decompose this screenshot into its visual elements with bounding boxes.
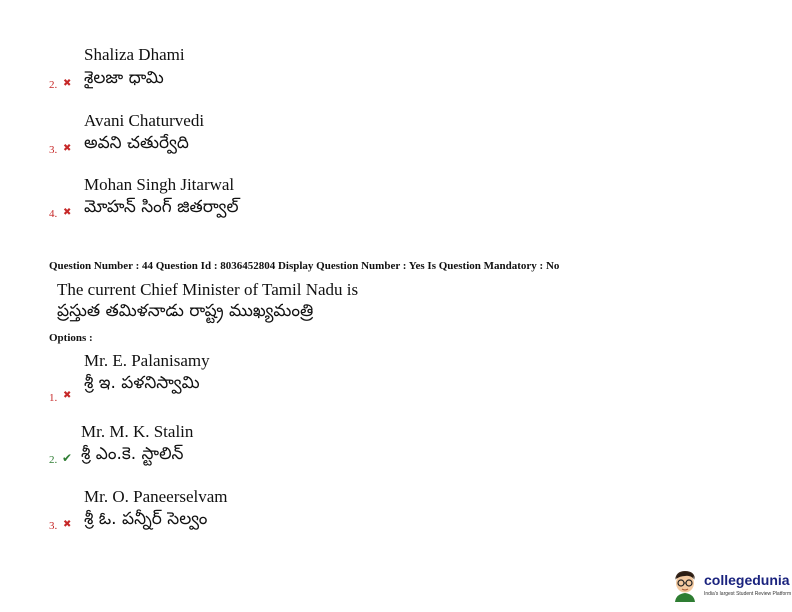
logo-name: collegedunia	[704, 572, 790, 588]
option-number: 4.	[49, 208, 58, 220]
option-text-te: శ్రీ ఇ. పళనిస్వామి	[84, 373, 200, 393]
option-text-te: శ్రీ ఎం.కె. స్టాలిన్	[81, 444, 184, 464]
options-label: Options :	[49, 332, 93, 344]
wrong-mark-icon: ✖	[63, 78, 72, 89]
wrong-mark-icon: ✖	[63, 519, 72, 530]
student-avatar-icon	[670, 568, 700, 602]
option-number: 1.	[49, 392, 58, 404]
option-number: 3.	[49, 520, 58, 532]
collegedunia-logo	[668, 566, 792, 606]
wrong-mark-icon: ✖	[63, 143, 72, 154]
option-text-en: Mr. E. Palanisamy	[84, 351, 210, 370]
question-header: Question Number : 44 Question Id : 8036452804 Display Question Number : Yes Is Question Mandatory : No	[49, 260, 560, 272]
option-text-te: శైలజా ధామి	[84, 68, 164, 88]
option-text-te: అవని చతుర్వేది	[84, 133, 189, 153]
option-number: 2.	[49, 79, 58, 91]
option-number: 2.	[49, 454, 58, 466]
wrong-mark-icon: ✖	[63, 207, 72, 218]
wrong-mark-icon: ✖	[63, 390, 72, 401]
option-text-te: శ్రీ ఓ. పన్నీర్ సెల్వం	[84, 509, 208, 529]
correct-check-icon: ✔	[62, 451, 73, 465]
option-text-en: Shaliza Dhami	[84, 45, 185, 64]
option-text-te: మోహన్ సింగ్ జితర్వాల్	[84, 197, 239, 217]
question-text-en: The current Chief Minister of Tamil Nadu is	[57, 280, 359, 299]
option-text-en: Mr. M. K. Stalin	[81, 422, 194, 441]
option-number: 3.	[49, 144, 58, 156]
option-text-en: Mr. O. Paneerselvam	[84, 487, 228, 506]
question-text-te: ప్రస్తుత తమిళనాడు రాష్ట్ర ముఖ్యమంత్రి	[57, 301, 314, 321]
option-text-en: Mohan Singh Jitarwal	[84, 175, 235, 194]
logo-tagline: India's largest Student Review Platform	[704, 591, 792, 597]
option-text-en: Avani Chaturvedi	[84, 111, 205, 130]
